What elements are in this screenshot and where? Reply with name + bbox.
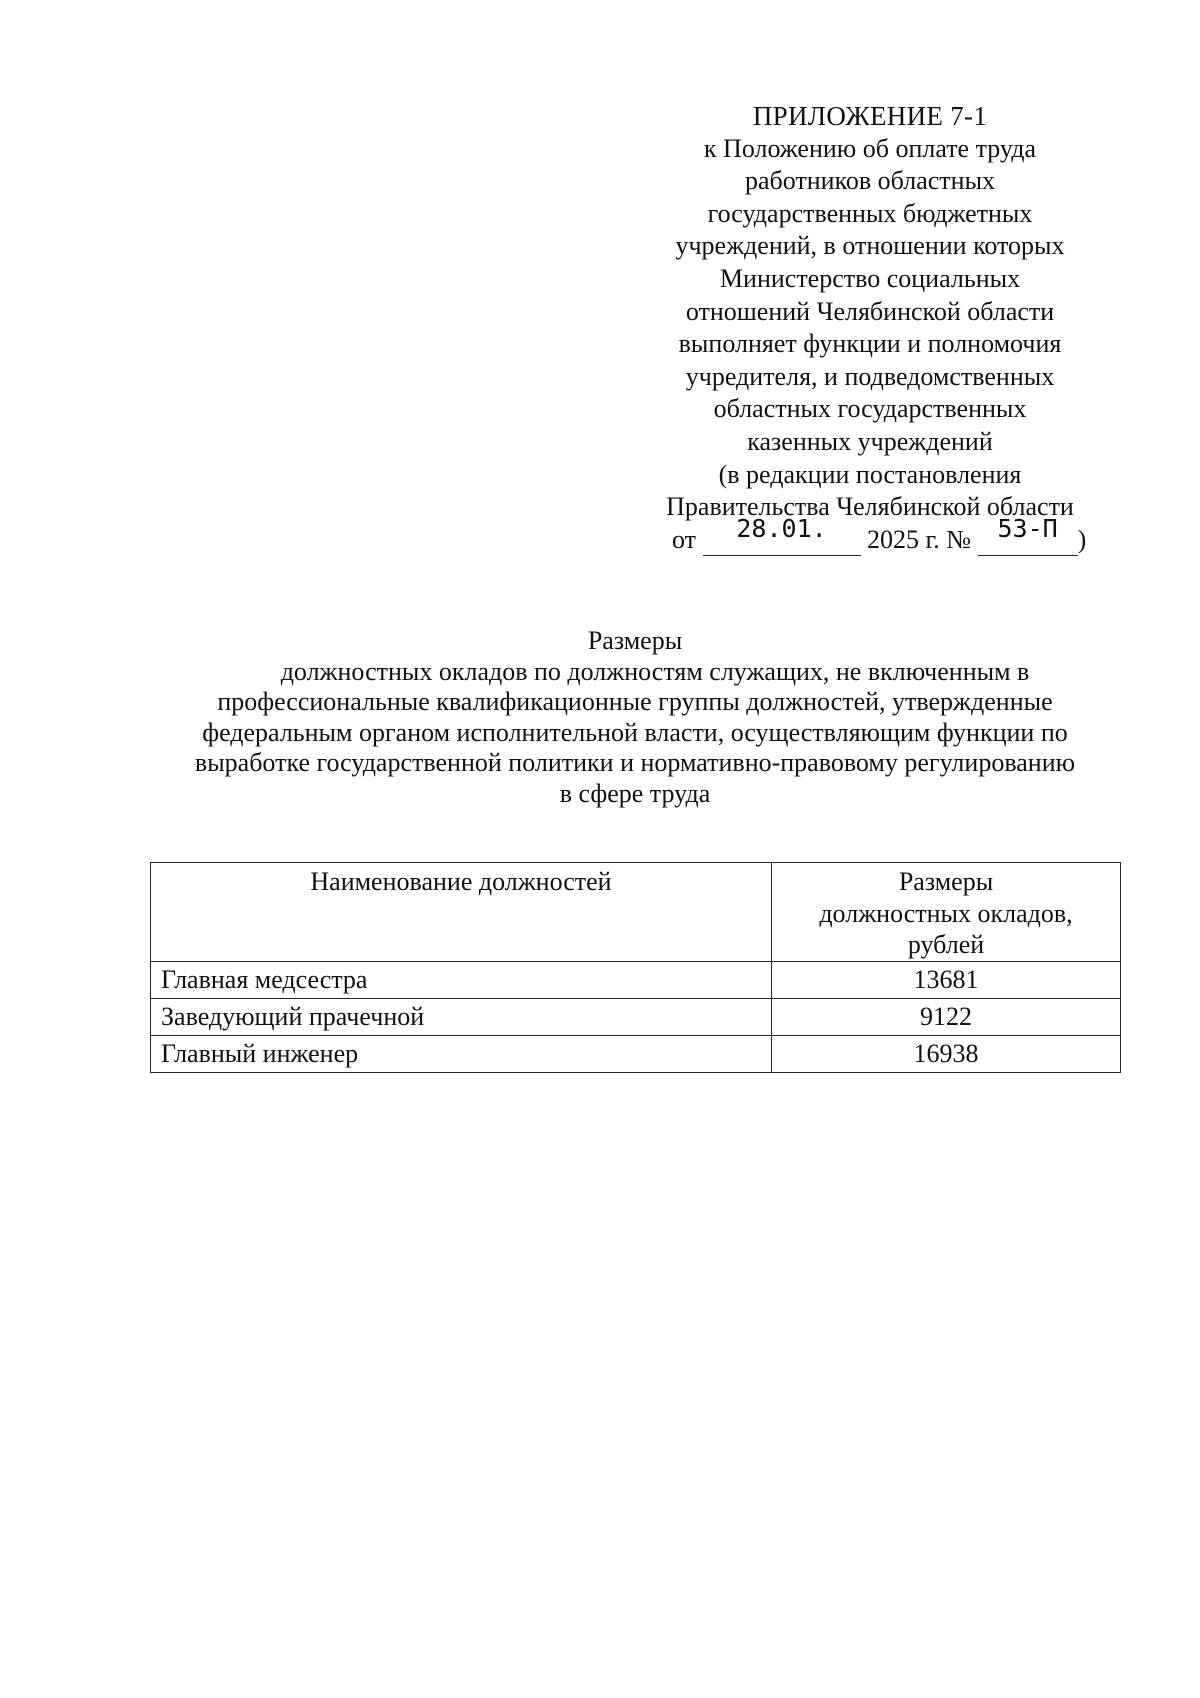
table-header-row — [151, 863, 1121, 962]
appendix-header — [640, 100, 1100, 556]
position-name: Заведующий прачечной — [151, 998, 772, 1035]
appendix-title: ПРИЛОЖЕНИЕ 7-1 — [752, 101, 988, 131]
closing-paren: ) — [1077, 524, 1087, 554]
document-heading: Размеры — [587, 626, 683, 655]
salary-table — [150, 862, 1121, 1073]
table-row — [151, 998, 1121, 1035]
date-prefix: от — [672, 524, 697, 554]
appendix-line: Министерство социальных — [719, 263, 1021, 293]
header-salary-size — [772, 863, 1121, 962]
appendix-line: Правительства Челябинской области — [666, 492, 1074, 522]
header-salary-line: должностных окладов, — [819, 898, 1073, 928]
appendix-line: государственных бюджетных — [707, 198, 1033, 228]
appendix-line: казенных учреждений — [747, 426, 993, 456]
resolution-date-line — [640, 514, 1100, 557]
header-salary-line: Размеры — [898, 867, 994, 896]
handwritten-number: 53-П — [997, 514, 1058, 544]
position-name: Главный инженер — [151, 1035, 772, 1072]
document-title — [150, 626, 1120, 809]
position-name: Главная медсестра — [151, 961, 772, 998]
table-row — [151, 961, 1121, 998]
appendix-line: к Положению об оплате труда — [703, 133, 1037, 163]
appendix-line: учреждений, в отношении которых — [675, 231, 1065, 261]
date-field — [703, 514, 861, 556]
subtitle-line: должностных окладов по должностям служащих, не включенным в — [280, 656, 1030, 686]
appendix-line: работников областных — [744, 166, 996, 196]
salary-value: 13681 — [772, 961, 1121, 998]
appendix-line: учредителя, и подведомственных — [685, 361, 1055, 391]
appendix-line: (в редакции постановления — [718, 459, 1022, 489]
table-row — [151, 1035, 1121, 1072]
header-position-name: Наименование должностей — [151, 863, 772, 962]
appendix-line: областных государственных — [713, 394, 1027, 424]
header-salary-line: рублей — [907, 930, 985, 959]
subtitle-line: профессиональные квалификационные группы должностей, утвержденные — [217, 687, 1053, 716]
salary-value: 16938 — [772, 1035, 1121, 1072]
appendix-line: отношений Челябинской области — [685, 296, 1055, 326]
subtitle-line: в сфере труда — [559, 778, 711, 808]
appendix-line: выполняет функции и полномочия — [678, 329, 1062, 359]
salary-value: 9122 — [772, 998, 1121, 1035]
handwritten-date: 28.01. — [736, 514, 827, 544]
number-field — [978, 514, 1078, 556]
subtitle-line: федеральным органом исполнительной власти, осуществляющим функции по — [202, 717, 1068, 747]
subtitle-line: выработке государственной политики и нормативно-правовому регулированию — [194, 748, 1076, 777]
year-number-label: 2025 г. № — [867, 524, 972, 554]
